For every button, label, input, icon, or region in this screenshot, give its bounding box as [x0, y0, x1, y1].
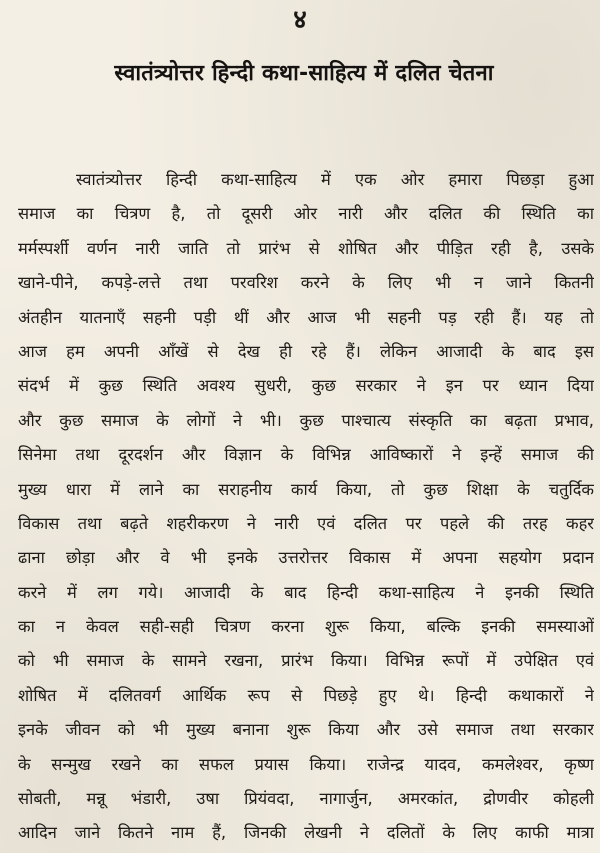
- paragraph-line: ढाना छोड़ा और वे भी इनके उत्तरोत्तर विकास में अपना सहयोग प्रदान: [18, 548, 594, 568]
- paragraph-line: खाने-पीने, कपड़े-लत्ते तथा परवरिश करने के लिए भी न जाने कितनी: [18, 273, 594, 293]
- chapter-title: स्वातंत्र्योत्तर हिन्दी कथा-साहित्य में दलित चेतना: [114, 61, 494, 86]
- paragraph-line: इनके जीवन को भी मुख्य बनाना शुरू किया और उसे समाज तथा सरकार: [18, 720, 594, 740]
- paragraph-line: मुख्य धारा में लाने का सराहनीय कार्य किया, तो कुछ शिक्षा के चतुर्दिक: [18, 479, 594, 499]
- paragraph-line: के सन्मुख रखने का सफल प्रयास किया। राजेन्द्र यादव, कमलेश्वर, कृष्ण: [18, 754, 594, 774]
- paragraph-line: और कुछ समाज के लोगों ने भी। कुछ पाश्चात्य संस्कृति का बढ़ता प्रभाव,: [18, 410, 594, 430]
- paragraph-line: समाज का चित्रण है, तो दूसरी ओर नारी और दलित की स्थिति का: [18, 204, 594, 224]
- paragraph-line: अंतहीन यातनाएँ सहनी पड़ी थीं और आज भी सहनी पड़ रही हैं। यह तो: [18, 307, 594, 327]
- body-paragraph: [18, 163, 594, 851]
- paragraph-line: का न केवल सही-सही चित्रण करना शुरू किया, बल्कि इनकी समस्याओं: [18, 617, 594, 637]
- paragraph-line: सोबती, मन्नू भंडारी, उषा प्रियंवदा, नागार्जुन, अमरकांत, द्रोणवीर कोहली: [18, 789, 594, 809]
- paragraph-line: मर्मस्पर्शी वर्णन नारी जाति तो प्रारंभ से शोषित और पीड़ित रही है, उसके: [18, 238, 594, 258]
- paragraph-line: आदिन जाने कितने नाम हैं, जिनकी लेखनी ने दलितों के लिए काफी मात्रा: [18, 823, 594, 843]
- paragraph-line: संदर्भ में कुछ स्थिति अवश्य सुधरी, कुछ सरकार ने इन पर ध्यान दिया: [18, 376, 594, 396]
- paragraph-line: सिनेमा तथा दूरदर्शन और विज्ञान के विभिन्न आविष्कारों ने इन्हें समाज की: [18, 445, 594, 465]
- paragraph-line: करने में लग गये। आजादी के बाद हिन्दी कथा-साहित्य ने इनकी स्थिति: [18, 582, 594, 602]
- paragraph-line: आज हम अपनी आँखें से देख ही रहे हैं। लेकिन आजादी के बाद इस: [18, 341, 594, 361]
- chapter-number: ४: [293, 5, 307, 35]
- paragraph-line: विकास तथा बढ़ते शहरीकरण ने नारी एवं दलित पर पहले की तरह कहर: [18, 513, 594, 533]
- paragraph-line: शोषित में दलितवर्ग आर्थिक रूप से पिछड़े हुए थे। हिन्दी कथाकारों ने: [18, 685, 594, 705]
- paragraph-line: स्वातंत्र्योत्तर हिन्दी कथा-साहित्य में एक ओर हमारा पिछड़ा हुआ: [76, 170, 594, 189]
- paragraph-line: को भी समाज के सामने रखना, प्रारंभ किया। विभिन्न रूपों में उपेक्षित एवं: [18, 651, 594, 671]
